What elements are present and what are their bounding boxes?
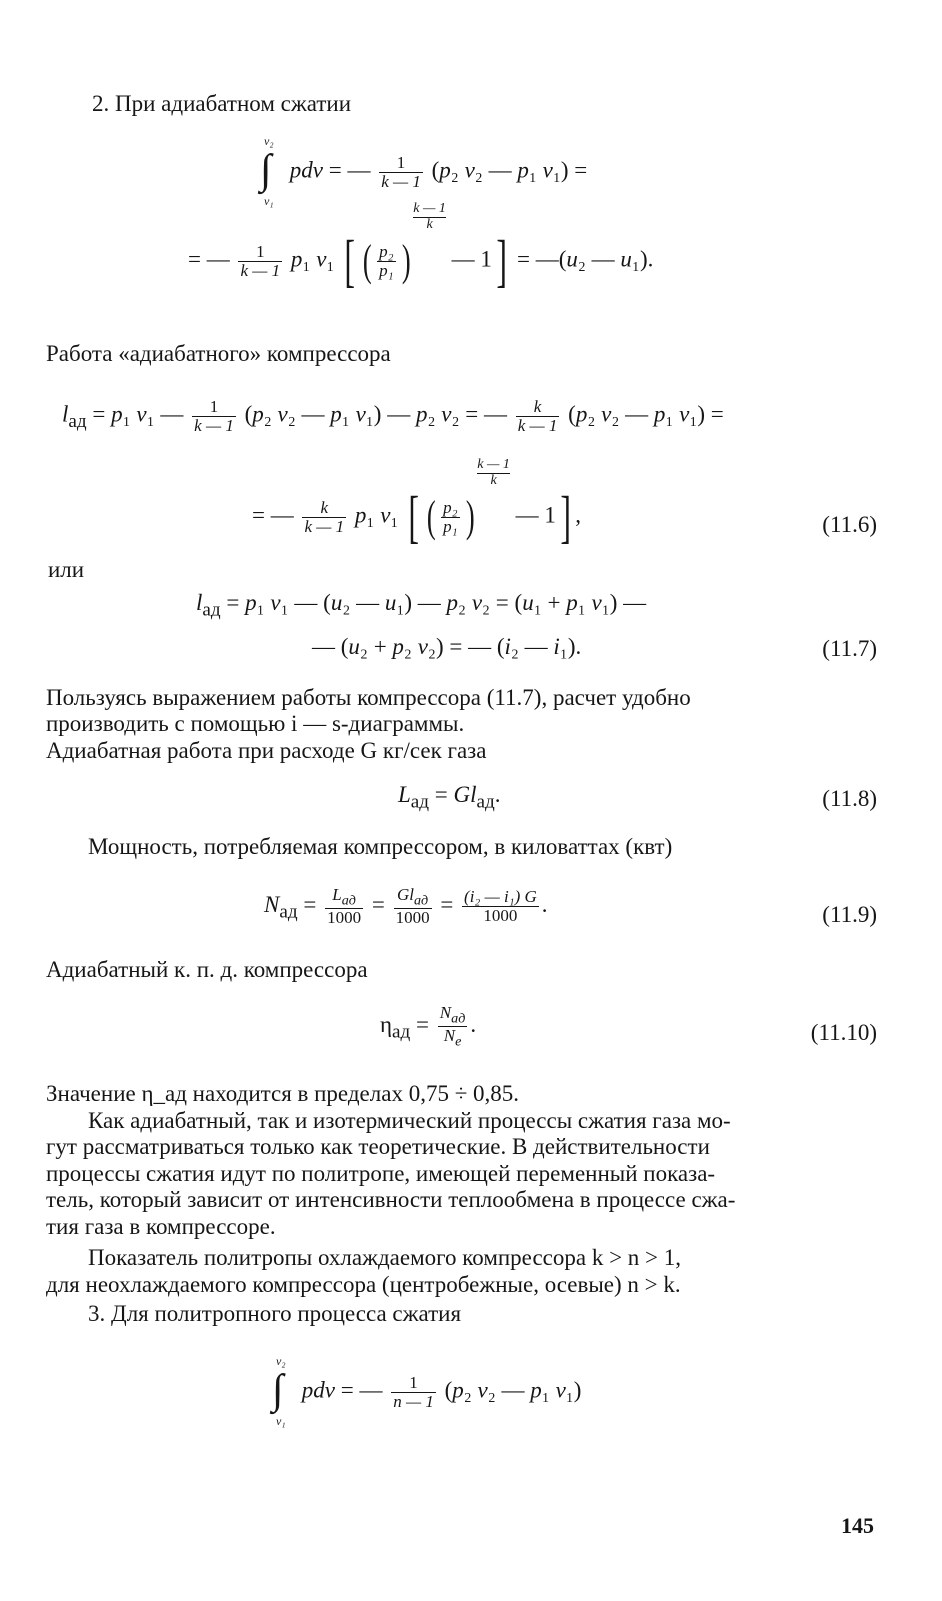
paragraph-line: гут рассматриваться только как теоретические. В действительности [46, 1134, 710, 1159]
paragraph-line: тия газа в компрессоре. [46, 1214, 276, 1239]
text-line: Значение η_ад находится в пределах 0,75 ÷ 0,85. [46, 1081, 520, 1106]
paragraph-line: для неохлаждаемого компрессора (центробежные, осевые) n > k. [46, 1272, 681, 1297]
equation-number: (11.8) [822, 786, 877, 811]
equation-efficiency: $\eta_{ад}$ = $\frac{N_{ад}}{N_e}$ . [380, 1003, 477, 1050]
text-line: Адиабатная работа при расходе G кг/сек газа [46, 738, 487, 763]
equation-work-enthalpy: $l_{ад} = p_1$ v₁ — (u₂ — u₁) — p₂ v₂ = (u₁ + p₁ v₁) — [196, 590, 647, 621]
equation-number: (11.9) [822, 902, 877, 927]
text-line: производить с помощью i — s-диаграммы. [46, 711, 465, 736]
work-title: Работа «адиабатного» компрессора [46, 341, 391, 366]
equation-work-adiabatic-cont: = — $\frac{k}{k — 1}$ p₁ v₁ [ ( $\frac{\text{p₂}}{\text{p₁}}$ ) $\frac{k — 1}{k}$ — 1] , [252, 457, 581, 549]
page-number: 145 [841, 1513, 874, 1538]
word-or: или [48, 557, 85, 582]
equation-power: $N_{ад}$ = $\frac{L_{ад}}{1000}$ = $\frac{Gl_{ад}}{1000}$ = $\frac{\text{(i₂ — i₁) G}}{1000}$ . [264, 885, 548, 928]
equation-work-enthalpy-cont: — (u₂ + p₂ v₂) = — (i₂ — i₁). [312, 634, 582, 659]
text-line: Мощность, потребляемая компрессором, в киловаттах (квт) [88, 834, 673, 859]
equation-adiabatic-integral-cont: = — $\frac{1}{k — 1}$ p₁ v₁ [ ( $\frac{\text{p₂}}{\text{p₁}}$ ) $\frac{k — 1}{k}$ — 1] = —(u₂ — u₁). [188, 201, 654, 293]
text-line: Адиабатный к. п. д. компрессора [46, 957, 368, 982]
paragraph-line: Как адиабатный, так и изотермический процессы сжатия газа мо- [88, 1108, 731, 1133]
equation-number: (11.6) [822, 512, 877, 537]
equation-work-adiabatic: $l_{ад} = p_1$ v₁ — $\frac{1}{k — 1}$ (p₂ v₂ — p₁ v₁) — p₂ v₂ = — $\frac{k}{k — 1}$ (p₂ v₂ — p₁ v₁) = [62, 397, 724, 435]
equation-polytropic-integral: v₂ ∫ v₁ pdv = — $\frac{1}{n — 1}$ (p₂ v₂ — p₁ v₁) [272, 1354, 582, 1428]
paragraph-line: процессы сжатия идут по политропе, имеющей переменный показа- [46, 1161, 716, 1186]
equation-total-work: $L_{ад} = Gl_{ад}$. [398, 782, 501, 813]
paragraph-line: Показатель политропы охлаждаемого компрессора k > n > 1, [88, 1245, 682, 1270]
equation-number: (11.10) [810, 1020, 877, 1045]
section-2-heading: 2. При адиабатном сжатии [92, 91, 352, 116]
equation-adiabatic-integral: v₂ ∫ v₁ pdv = — $\frac{1}{k — 1}$ (p₂ v₂ — p₁ v₁) = [260, 134, 588, 208]
section-3-heading: 3. Для политропного процесса сжатия [88, 1301, 462, 1326]
equation-number: (11.7) [822, 636, 877, 661]
text-line: Пользуясь выражением работы компрессора (11.7), расчет удобно [46, 685, 691, 710]
paragraph-line: тель, который зависит от интенсивности теплообмена в процессе сжа- [46, 1187, 736, 1212]
